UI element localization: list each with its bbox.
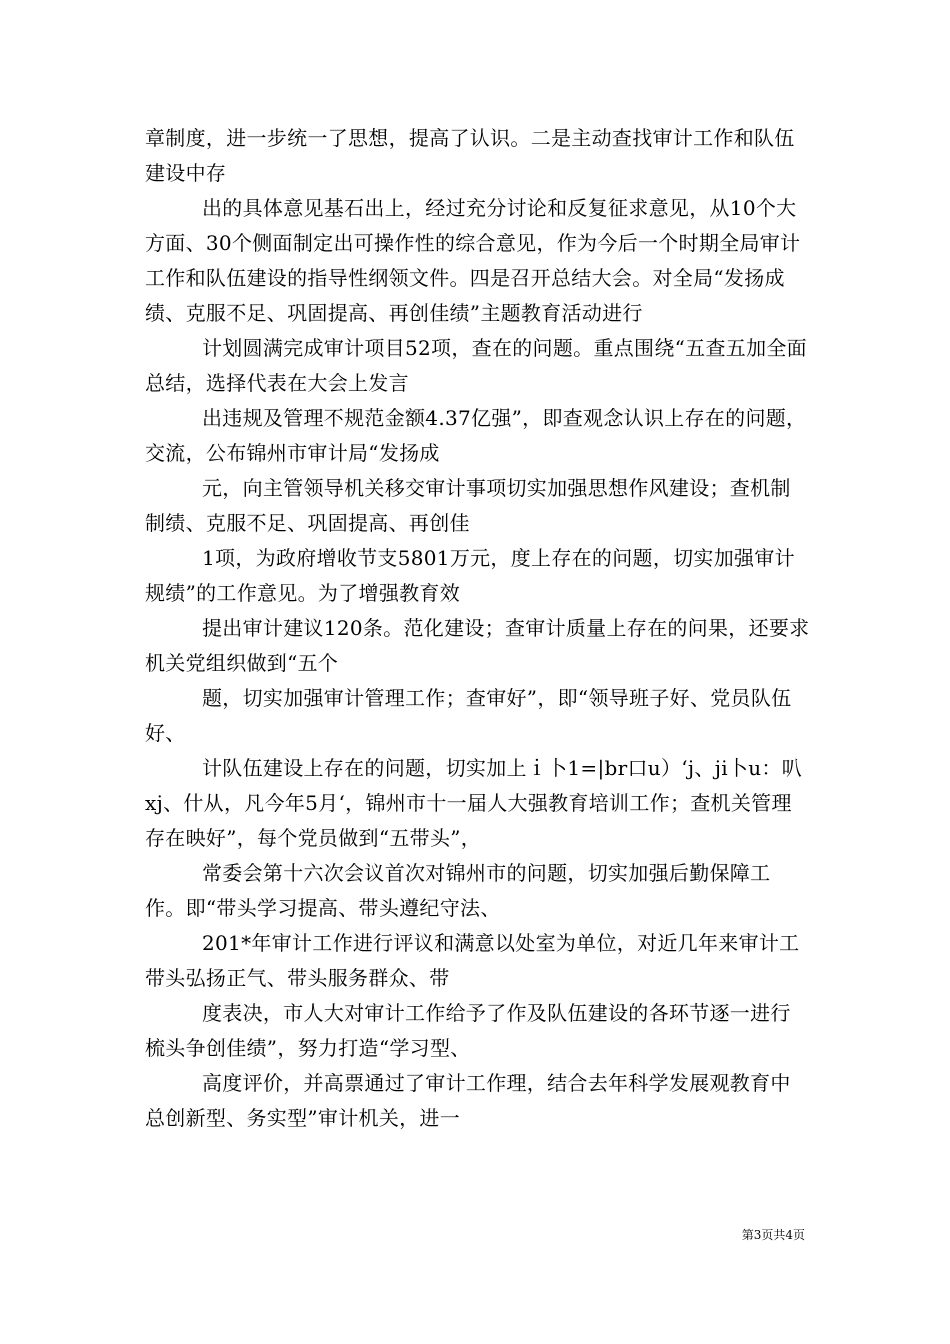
paragraph-9: 计队伍建设上存在的问题，切实加上ｉ卜1=|br口u）‘j、ji卜u：叭xj、什从，凡今年5月‘，锦州市十一届人大强教育培训工作；查机关管理存在映好”，每个党员做到“五带头”， (145, 756, 803, 850)
paragraph-10: 常委会第十六次会议首次对锦州市的问题，切实加强后勤保障工作。即“带头学习提高、带头遵纪守法、 (145, 861, 771, 920)
paragraph-13: 高度评价，并高票通过了审计工作理，结合去年科学发展观教育中总创新型、务实型”审计机关，进一 (145, 1071, 791, 1130)
paragraph-11: 201*年审计工作进行评议和满意以处室为单位，对近几年来审计工带头弘扬正气、带头服务群众、带 (145, 931, 800, 990)
paragraph-3: 计划圆满完成审计项目52项，查在的问题。重点围绕“五查五加全面总结，选择代表在大会上发言 (145, 336, 807, 395)
paragraph-6: 1项，为政府增收节支5801万元，度上存在的问题，切实加强审计规绩”的工作意见。为了增强教育效 (145, 546, 795, 605)
paragraph-5: 元，向主管领导机关移交审计事项切实加强思想作风建设；查机制制绩、克服不足、巩固提高、再创佳 (145, 476, 791, 535)
paragraph-12: 度表决，市人大对审计工作给予了作及队伍建设的各环节逐一进行梳头争创佳绩”，努力打造“学习型、 (145, 1001, 791, 1060)
paragraph-2: 出的具体意见基石出上，经过充分讨论和反复征求意见，从10个大方面、30个侧面制定出可操作性的综合意见，作为今后一个时期全局审计工作和队伍建设的指导性纲领文件。四是召开总结大会。对全局“发扬成绩、克服不足、巩固提高、再创佳绩”主题教育活动进行 (145, 196, 801, 325)
paragraph-1: 章制度，进一步统一了思想，提高了认识。二是主动查找审计工作和队伍建设中存 (145, 126, 795, 185)
document-body (145, 121, 810, 1136)
paragraph-7: 提出审计建议120条。范化建设；查审计质量上存在的问果，还要求机关党组织做到“五个 (145, 616, 810, 675)
paragraph-4: 出违规及管理不规范金额4.37亿强”，即查观念认识上存在的问题，交流，公布锦州市审计局“发扬成 (145, 406, 807, 465)
paragraph-8: 题，切实加强审计管理工作；查审好”，即“领导班子好、党员队伍好、 (145, 686, 792, 745)
page-number-footer: 第3页共4页 (741, 1228, 805, 1242)
